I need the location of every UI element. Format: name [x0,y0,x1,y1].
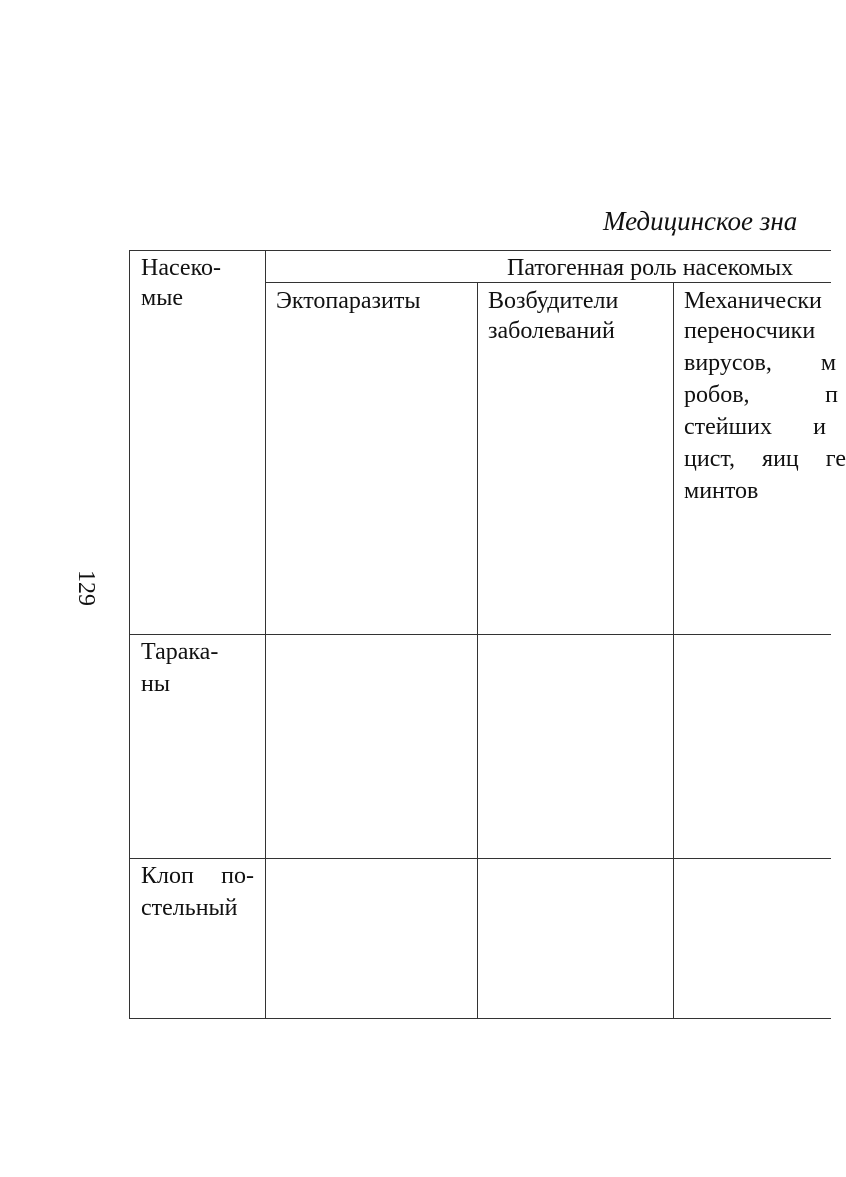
running-header: Медицинское зна [603,206,798,236]
header-group-title: Патогенная роль насекомых [507,255,794,281]
table-row-divider-2 [129,858,831,859]
row-cockroaches-line2: ны [141,671,170,697]
table-col-divider-2 [477,282,478,1019]
row-bedbug-line1-word2: по- [221,863,254,889]
header-pathogens-line2: заболеваний [488,318,615,344]
table-border-left [129,250,130,1019]
row-bedbug-line1 [141,862,254,891]
header-ectoparasites: Эктопаразиты [276,288,421,314]
header-mechanical-line5-word1: стейших [684,414,772,440]
header-mechanical-line6-word2: яиц [762,446,799,472]
header-mechanical-line3 [684,349,836,378]
table-col-divider-3 [673,282,674,1019]
header-mechanical-line7: минтов [684,478,759,504]
header-pathogens-line1: Возбудители [488,288,619,314]
header-insects-line2: мые [141,285,183,311]
header-mechanical-line1: Механически [684,288,822,314]
page-number: 129 [73,570,99,606]
header-insects-line1: Насеко- [141,255,222,281]
header-mechanical-line6-word1: цист, [684,446,736,472]
row-cockroaches-line1: Тарака- [141,639,219,665]
header-mechanical-line4-word1: робов, [684,382,750,408]
header-mechanical-line5 [684,413,826,442]
header-mechanical-line3-word1: вирусов, [684,350,772,376]
header-mechanical-line6 [684,445,846,474]
header-mechanical-line4-word2: п [825,382,838,408]
row-bedbug-line1-word1: Клоп [141,863,194,889]
header-mechanical-line4 [684,381,838,410]
row-bedbug-line2: стельный [141,895,238,921]
header-mechanical-line3-word2: м [820,350,836,376]
table-col-divider-1 [265,250,266,1019]
header-mechanical-line6-word3: ге [825,446,846,472]
table-row-divider-1 [129,634,831,635]
table-border-top [129,250,831,251]
table-border-bottom [129,1018,831,1019]
header-mechanical-line2: переносчики [684,318,816,344]
header-mechanical-line5-word2: и [813,414,826,440]
